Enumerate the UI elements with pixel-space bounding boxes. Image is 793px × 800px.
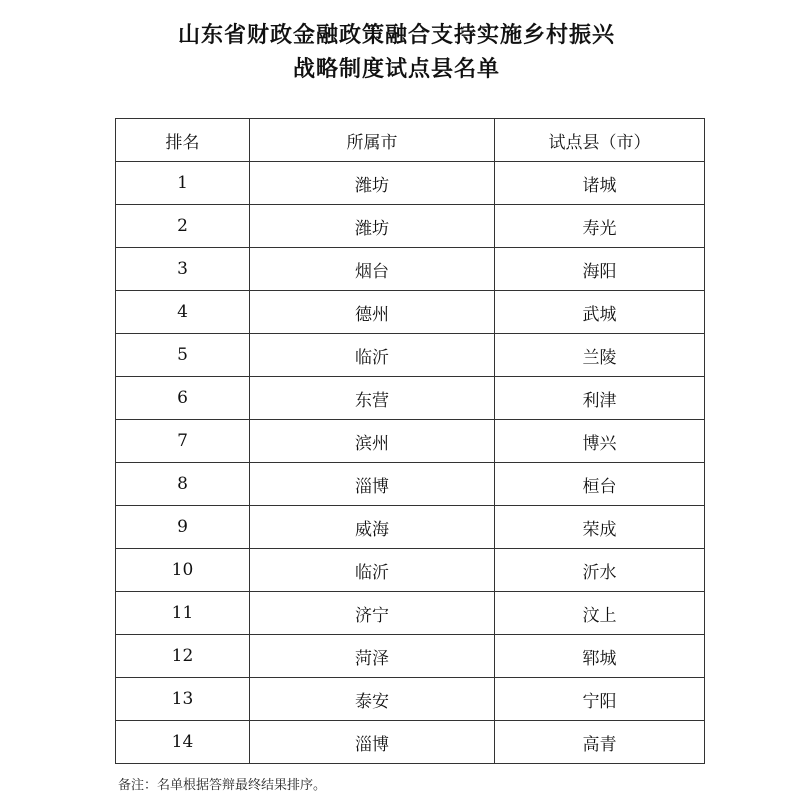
rank-cell: 13: [116, 678, 250, 721]
page-title: 山东省财政金融政策融合支持实施乡村振兴: [177, 23, 615, 48]
header-county: 试点县（市）: [495, 119, 705, 162]
table-row: [116, 162, 705, 205]
table-header-row: [116, 119, 705, 162]
table-row: [116, 420, 705, 463]
county-cell: 郓城: [495, 635, 705, 678]
county-cell: 兰陵: [495, 334, 705, 377]
county-cell: 博兴: [495, 420, 705, 463]
county-cell: 宁阳: [495, 678, 705, 721]
city-cell: 泰安: [250, 678, 495, 721]
rank-cell: 3: [116, 248, 250, 291]
rank-cell: 9: [116, 506, 250, 549]
county-cell: 海阳: [495, 248, 705, 291]
rank-cell: 7: [116, 420, 250, 463]
rank-cell: 8: [116, 463, 250, 506]
rank-cell: 10: [116, 549, 250, 592]
city-cell: 烟台: [250, 248, 495, 291]
table-row: [116, 721, 705, 764]
county-cell: 寿光: [495, 205, 705, 248]
table-row: [116, 248, 705, 291]
table-row: [116, 205, 705, 248]
city-cell: 潍坊: [250, 205, 495, 248]
city-cell: 淄博: [250, 463, 495, 506]
county-cell: 桓台: [495, 463, 705, 506]
table-row: [116, 463, 705, 506]
rank-cell: 14: [116, 721, 250, 764]
city-cell: 临沂: [250, 549, 495, 592]
county-cell: 武城: [495, 291, 705, 334]
county-cell: 高青: [495, 721, 705, 764]
rank-cell: 11: [116, 592, 250, 635]
table-row: [116, 377, 705, 420]
city-cell: 临沂: [250, 334, 495, 377]
rank-cell: 12: [116, 635, 250, 678]
county-cell: 诸城: [495, 162, 705, 205]
city-cell: 滨州: [250, 420, 495, 463]
header-rank: 排名: [116, 119, 250, 162]
rank-cell: 5: [116, 334, 250, 377]
county-cell: 沂水: [495, 549, 705, 592]
page-subtitle: 战略制度试点县名单: [292, 57, 500, 82]
rank-cell: 4: [116, 291, 250, 334]
city-cell: 淄博: [250, 721, 495, 764]
table-row: [116, 291, 705, 334]
rank-cell: 2: [116, 205, 250, 248]
header-city: 所属市: [250, 119, 495, 162]
table-row: [116, 334, 705, 377]
county-cell: 利津: [495, 377, 705, 420]
city-cell: 德州: [250, 291, 495, 334]
table-row: [116, 592, 705, 635]
city-cell: 潍坊: [250, 162, 495, 205]
city-cell: 东营: [250, 377, 495, 420]
footnote: 备注：名单根据答辩最终结果排序。: [118, 778, 327, 793]
county-cell: 荣成: [495, 506, 705, 549]
table-row: [116, 678, 705, 721]
city-cell: 济宁: [250, 592, 495, 635]
city-cell: 菏泽: [250, 635, 495, 678]
city-cell: 威海: [250, 506, 495, 549]
table-row: [116, 506, 705, 549]
pilot-county-table: [115, 118, 705, 764]
table-row: [116, 635, 705, 678]
rank-cell: 6: [116, 377, 250, 420]
county-cell: 汶上: [495, 592, 705, 635]
rank-cell: 1: [116, 162, 250, 205]
table-body: [116, 162, 705, 764]
table-row: [116, 549, 705, 592]
